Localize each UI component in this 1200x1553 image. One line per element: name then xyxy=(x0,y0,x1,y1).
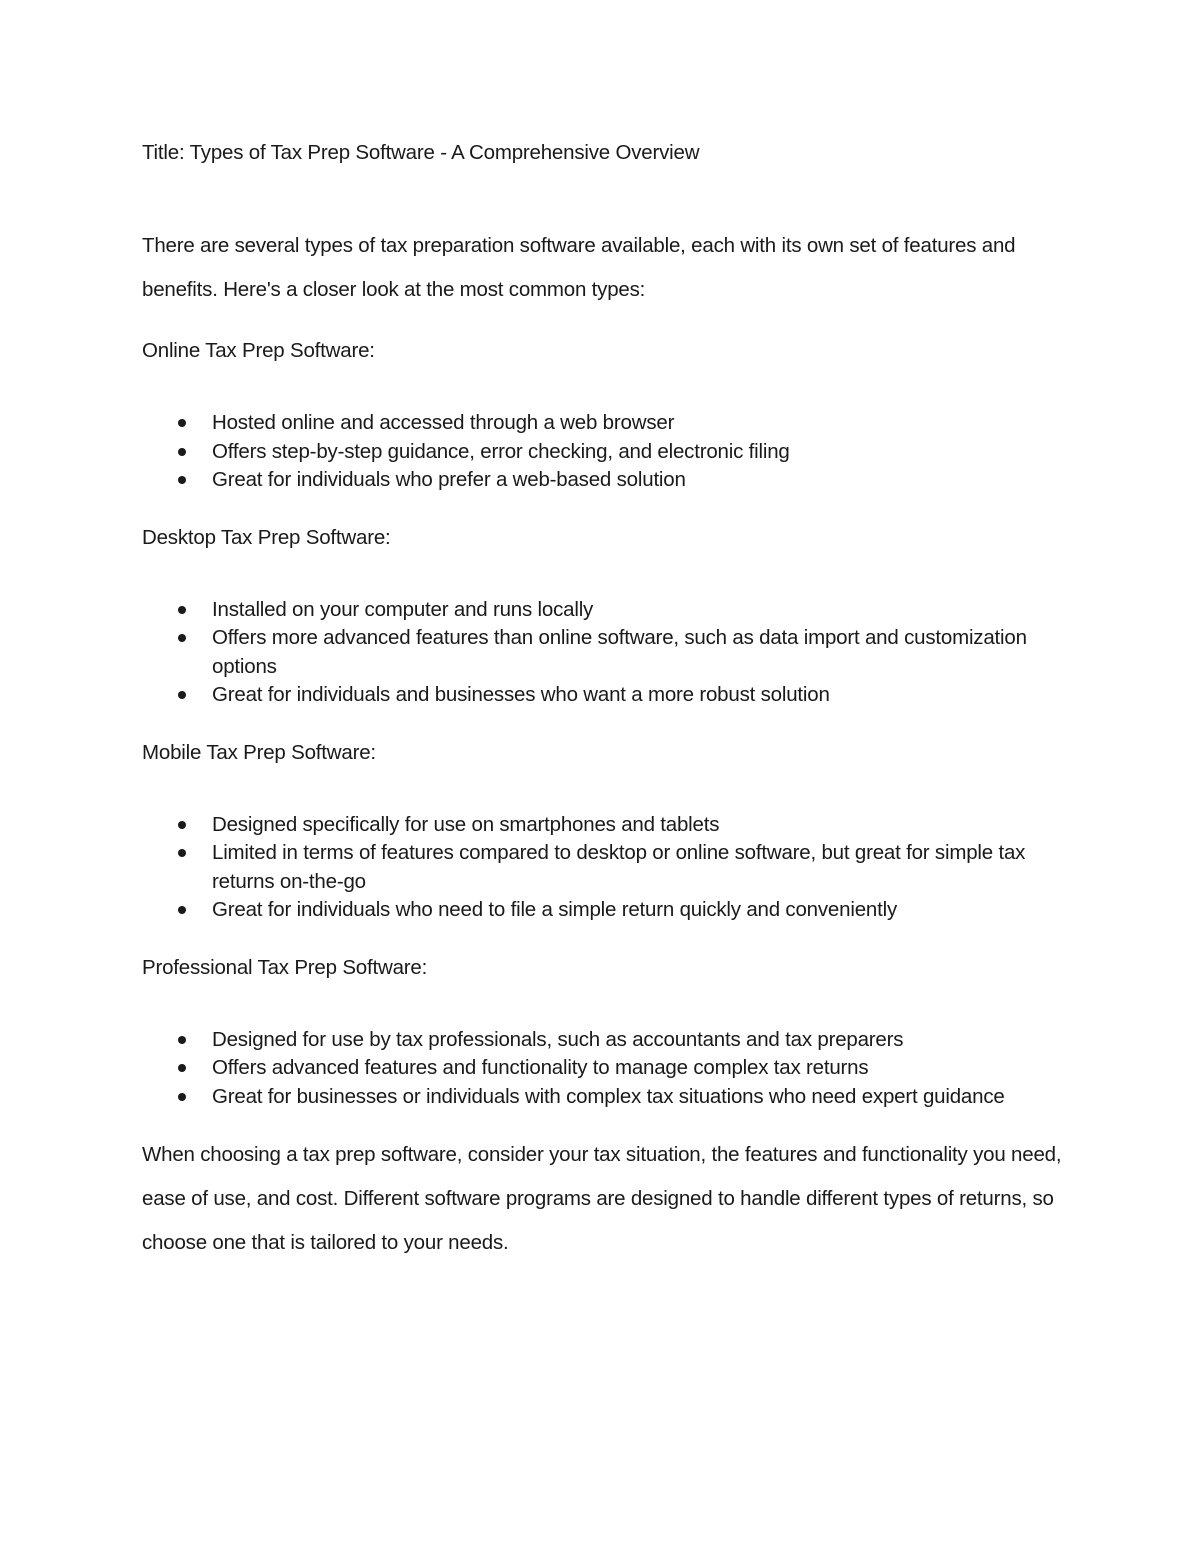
document-title: Title: Types of Tax Prep Software - A Comprehensive Overview xyxy=(142,141,700,164)
list-item xyxy=(142,1026,1062,1055)
list-item-text: Limited in terms of features compared to desktop or online software, but great for simple tax returns on-the-go xyxy=(212,841,1026,893)
bullet-list-online xyxy=(142,409,1062,495)
list-item xyxy=(142,596,1062,625)
closing-paragraph: When choosing a tax prep software, consider your tax situation, the features and functionality you need, ease of use, and cost. Different software programs are designed to handle different types of returns, so choose one that is tailored to your needs. xyxy=(142,1143,1062,1254)
list-item-text: Offers more advanced features than online software, such as data import and customization options xyxy=(212,626,1027,678)
list-item-text: Installed on your computer and runs locally xyxy=(212,597,594,621)
section-heading-mobile: Mobile Tax Prep Software: xyxy=(142,740,376,764)
list-item xyxy=(142,624,1062,681)
bullet-list-professional xyxy=(142,1026,1062,1112)
section-heading-online: Online Tax Prep Software: xyxy=(142,339,375,362)
section-heading-professional: Professional Tax Prep Software: xyxy=(142,955,428,979)
section-heading-desktop: Desktop Tax Prep Software: xyxy=(142,525,391,549)
bullet-list-desktop xyxy=(142,596,1062,710)
bullet-icon xyxy=(178,1036,186,1044)
list-item xyxy=(142,896,1062,925)
bullet-icon xyxy=(178,476,186,484)
intro-paragraph: There are several types of tax preparation software available, each with its own set of features and benefits. Here's a closer look at the most common types: xyxy=(142,234,1016,301)
list-item xyxy=(142,1083,1062,1112)
bullet-icon xyxy=(178,1093,186,1101)
list-item-text: Great for businesses or individuals with complex tax situations who need expert guidance xyxy=(212,1084,1005,1108)
bullet-list-mobile xyxy=(142,811,1062,925)
bullet-icon xyxy=(178,419,186,427)
list-item xyxy=(142,409,1062,438)
bullet-icon xyxy=(178,821,186,829)
list-item-text: Designed for use by tax professionals, such as accountants and tax preparers xyxy=(212,1027,904,1051)
bullet-icon xyxy=(178,634,186,642)
list-item-text: Hosted online and accessed through a web browser xyxy=(212,411,675,434)
bullet-icon xyxy=(178,606,186,614)
list-item-text: Great for individuals who prefer a web-based solution xyxy=(212,468,686,491)
list-item-text: Designed specifically for use on smartphones and tablets xyxy=(212,812,720,836)
list-item xyxy=(142,839,1062,896)
list-item-text: Offers advanced features and functionality to manage complex tax returns xyxy=(212,1056,869,1079)
bullet-icon xyxy=(178,906,186,914)
bullet-icon xyxy=(178,448,186,456)
document-page xyxy=(142,138,1062,1265)
list-item xyxy=(142,466,1062,495)
list-item xyxy=(142,811,1062,840)
list-item-text: Great for individuals and businesses who want a more robust solution xyxy=(212,683,830,706)
list-item-text: Offers step-by-step guidance, error checking, and electronic filing xyxy=(212,439,790,463)
list-item-text: Great for individuals who need to file a simple return quickly and conveniently xyxy=(212,898,897,921)
bullet-icon xyxy=(178,1064,186,1072)
list-item xyxy=(142,681,1062,710)
bullet-icon xyxy=(178,691,186,699)
bullet-icon xyxy=(178,849,186,857)
list-item xyxy=(142,1054,1062,1083)
list-item xyxy=(142,438,1062,467)
